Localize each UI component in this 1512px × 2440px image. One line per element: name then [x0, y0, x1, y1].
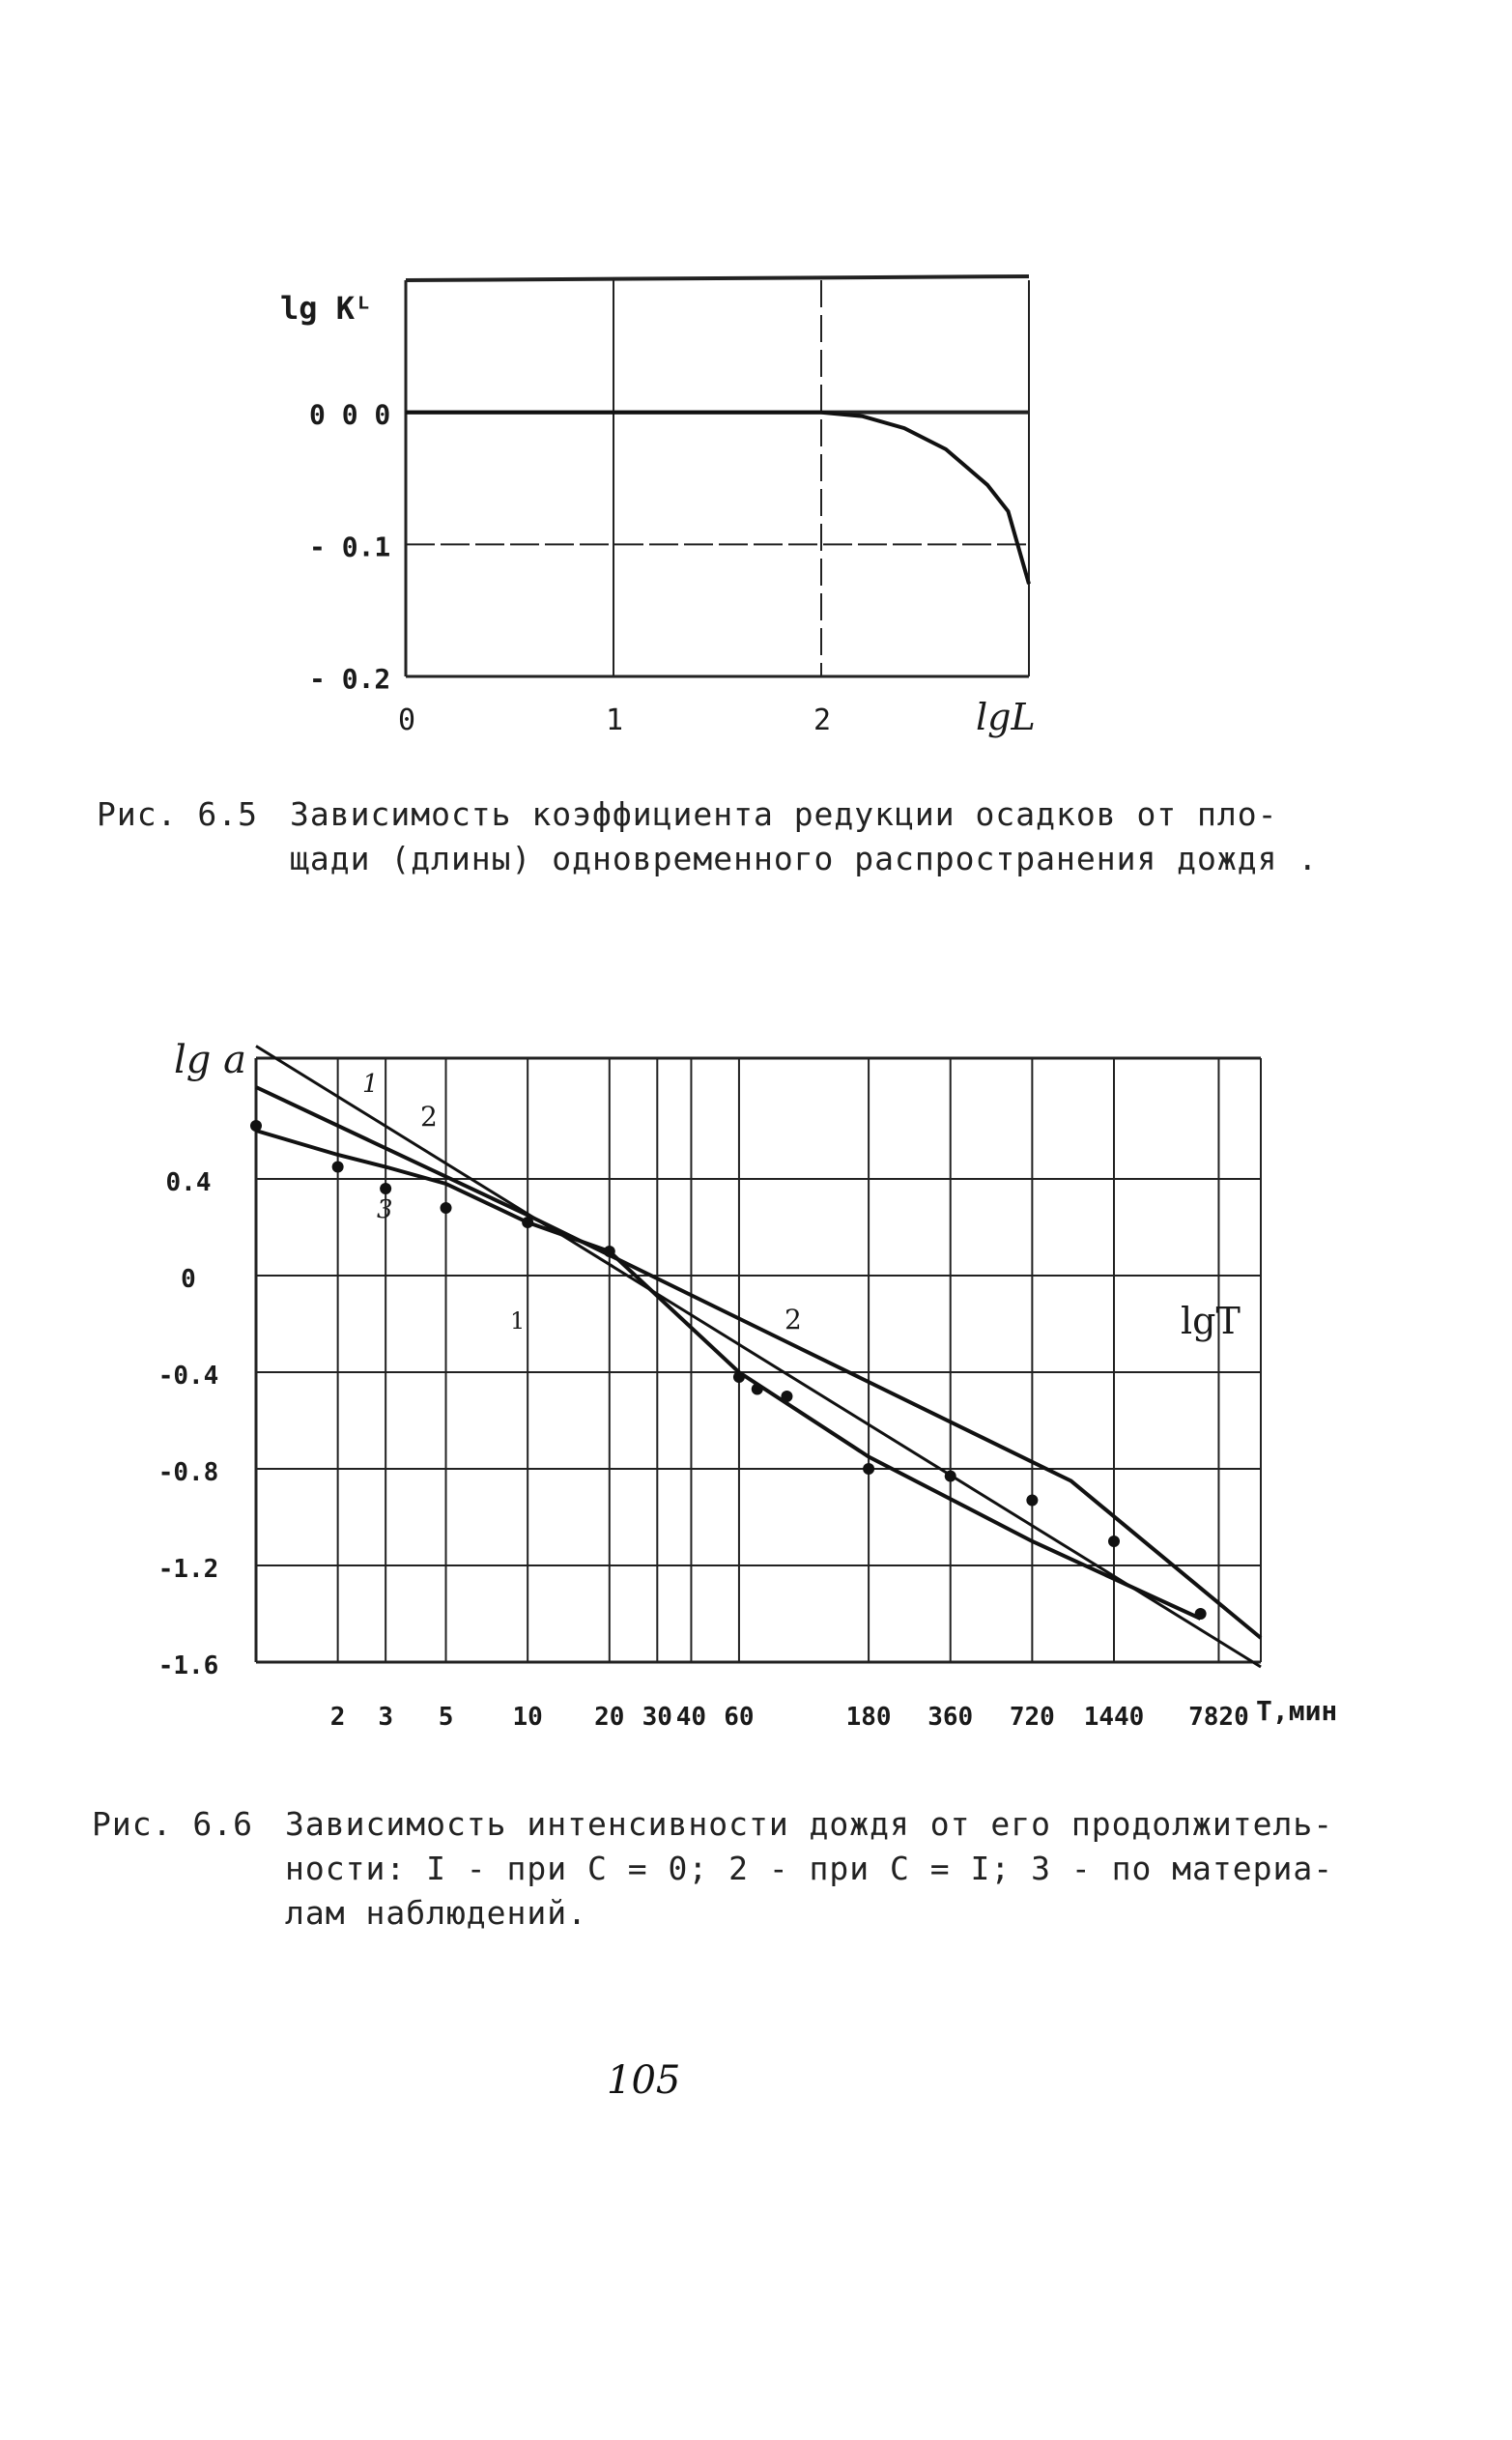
figure-2-lines: [256, 1047, 1261, 1668]
figure-2-x-tick-label: 20: [594, 1703, 625, 1732]
figure-1-ylabel: lg Kᴸ: [280, 290, 374, 327]
figure-2-data-point: [380, 1183, 391, 1194]
figure-1-caption-label: Рис. 6.5: [97, 795, 258, 833]
figure-1-x-ticks: [398, 703, 831, 737]
figure-2-series-line-1: [256, 1047, 1261, 1668]
figure-2-chart: [0, 1015, 1512, 1836]
figure-2-x-tick-label: 720: [1009, 1703, 1055, 1732]
figure-1-caption-line-2: щади (длины) одновременного распространения дождя .: [290, 840, 1319, 877]
figure-1-top-border: [406, 276, 1029, 280]
figure-1-grid: [406, 276, 1029, 676]
figure-2-x-tick-label: 180: [845, 1703, 892, 1732]
figure-2-data-point: [1026, 1495, 1038, 1507]
figure-2-line-label-2b: 2: [785, 1304, 802, 1335]
figure-2-data-point: [733, 1371, 745, 1383]
figure-1-x-tick-label: 0: [398, 703, 416, 737]
figure-2-x-tick-label: 7820: [1188, 1703, 1249, 1732]
figure-2-x-tick-label: 40: [675, 1703, 707, 1732]
figure-2-y-tick-label: -0.8: [157, 1458, 219, 1487]
figure-2-series-line-2: [256, 1087, 1261, 1638]
figure-2-x-tick-label: 60: [724, 1703, 755, 1732]
figure-2-y-tick-label: 0.4: [165, 1168, 212, 1197]
figure-2-x-ticks: [330, 1703, 1249, 1732]
figure-2-data-point: [441, 1202, 452, 1214]
figure-2-y-tick-label: -0.4: [157, 1362, 219, 1391]
figure-2-x-tick-label: 5: [438, 1703, 454, 1732]
figure-2-caption: [92, 1802, 1396, 1947]
figure-2-line-label-2: 2: [420, 1101, 438, 1133]
figure-1-caption-line-1: Зависимость коэффициента редукции осадков от пло-: [290, 795, 1278, 833]
figure-2-data-point: [604, 1246, 615, 1257]
figure-2-inner-xlabel: lgT: [1181, 1300, 1241, 1342]
figure-2-caption-line-2: ности: I - при C = 0; 2 - при C = I; 3 - по материа-: [285, 1850, 1334, 1887]
figure-2-data-point: [1195, 1608, 1207, 1620]
figure-2-x-tick-label: 30: [642, 1703, 672, 1732]
figure-2-caption-line-3: лам наблюдений.: [285, 1894, 588, 1932]
figure-1-y-ticks: [309, 399, 390, 695]
figure-2-data-point: [752, 1384, 763, 1395]
figure-2-series-line-3: [256, 1131, 1201, 1619]
figure-1-y-tick-label: - 0.2: [309, 663, 391, 695]
page-number: 105: [607, 2058, 681, 2103]
figure-2-x-tick-label: 10: [512, 1703, 543, 1732]
figure-2-caption-line-1: Зависимость интенсивности дождя от его продолжитель-: [285, 1805, 1334, 1843]
figure-2-data-point: [863, 1463, 874, 1475]
figure-1-series-line: [406, 413, 1029, 585]
figure-2-line-label-3: 3: [377, 1195, 393, 1224]
figure-1-chart: [0, 0, 1512, 773]
figure-1-x-tick-label: 2: [813, 703, 832, 737]
figure-2-data-point: [781, 1391, 792, 1402]
figure-2-y-tick-label: -1.6: [157, 1651, 219, 1680]
figure-1-xlabel: lgL: [976, 696, 1036, 738]
figure-1-x-tick-label: 1: [606, 703, 624, 737]
figure-2-y-tick-label: 0: [181, 1265, 196, 1294]
figure-1-curve: [406, 413, 1029, 585]
figure-2-grid: [256, 1058, 1261, 1662]
figure-1-y-tick-label: - 0.1: [309, 531, 391, 563]
figure-2-x-tick-label: 1440: [1083, 1703, 1145, 1732]
figure-2-caption-label: Рис. 6.6: [92, 1805, 253, 1843]
figure-2-data-point: [332, 1162, 344, 1173]
figure-2-data-point: [1108, 1536, 1120, 1547]
figure-1-y-tick-label: 0 0 0: [309, 398, 391, 431]
figure-2-ylabel: lg a: [174, 1038, 246, 1082]
figure-1-caption: [97, 792, 1353, 889]
figure-2-data-point: [522, 1217, 533, 1228]
figure-2-x-tick-label: 2: [329, 1703, 346, 1732]
figure-2-data-point: [945, 1471, 956, 1482]
figure-2-y-tick-label: -1.2: [157, 1555, 219, 1584]
figure-2-line-label-1: 1: [362, 1070, 379, 1099]
figure-2-x-tick-label: 360: [927, 1703, 974, 1732]
figure-2-x-tick-label: 3: [378, 1703, 393, 1732]
figure-2-x-unit: T,мин: [1256, 1695, 1338, 1727]
figure-2-y-ticks: [158, 1168, 219, 1680]
figure-2-data-point: [250, 1120, 262, 1132]
figure-2-line-label-1b: 1: [510, 1307, 526, 1335]
